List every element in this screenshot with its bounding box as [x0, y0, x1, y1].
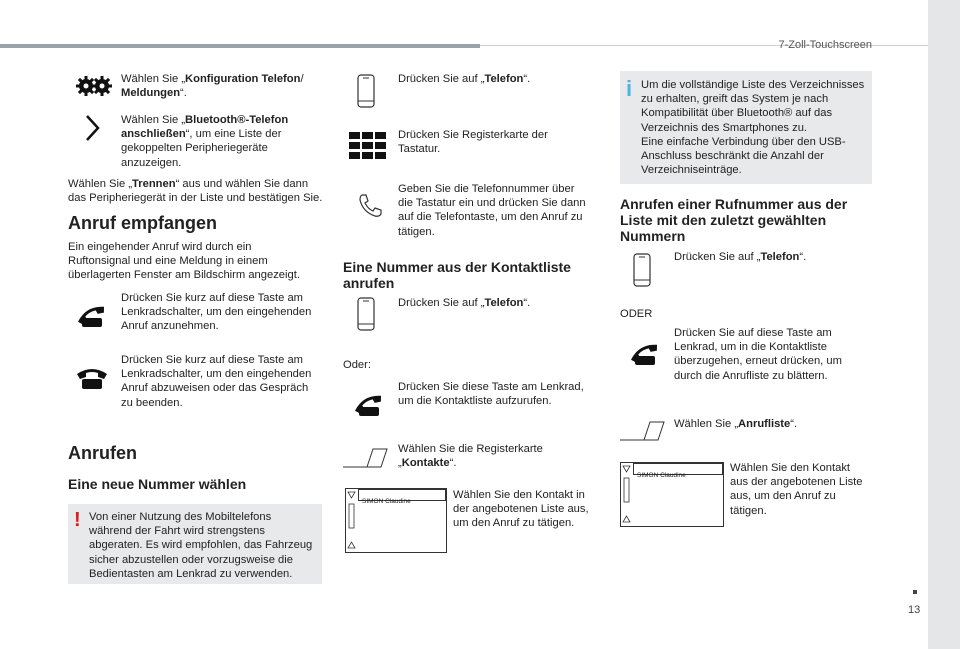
- tab-outline-icon: [343, 448, 389, 468]
- info-note: [620, 71, 872, 184]
- phone-accept-icon: [75, 304, 109, 328]
- step-press-telefon: Drücken Sie auf „Telefon“.: [398, 73, 531, 85]
- receive-description: Ein eingehender Anruf wird durch ein Ruftonsignal und eine Meldung in einem überlagerten Fenster am Bildschirm angezeigt.: [68, 241, 300, 282]
- step-config: Wählen Sie „Konfiguration Telefon/ Meldungen“.: [121, 73, 304, 100]
- phone-accept-icon: [352, 393, 386, 417]
- header-bar: [0, 44, 480, 48]
- page-number: 13: [908, 604, 921, 616]
- contact-name: SIMON Claudine: [637, 472, 686, 479]
- gears-icon: [74, 74, 114, 98]
- label-oder: Oder:: [343, 359, 371, 371]
- reject-instruction: Drücken Sie kurz auf diese Taste am Lenkradschalter, um den eingehenden Anruf abzuweisen oder das Gespräch zu beenden.: [121, 354, 312, 409]
- warning-text: Von einer Nutzung des Mobiltelefons während der Fahrt wird strengstens abgeraten. Es wird empfohlen, das Fahrzeug sicher abzustellen oder vorzugsweise die Bedientasten am Lenkrad zu verwenden.: [89, 511, 313, 580]
- page-sidebar: [928, 0, 960, 649]
- phone-accept-icon: [628, 342, 662, 366]
- info-icon: i: [626, 76, 633, 101]
- smartphone-icon: [356, 297, 376, 331]
- smartphone-icon: [632, 253, 652, 287]
- heading-new-number: Eine neue Nummer wählen: [68, 476, 247, 492]
- step-tab-contacts: Wählen Sie die Registerkarte „Kontakte“.: [398, 443, 543, 470]
- page-dot: [913, 590, 917, 594]
- step-tab-calllog: Wählen Sie „Anrufliste“.: [674, 418, 798, 430]
- accept-instruction: Drücken Sie kurz auf diese Taste am Lenkradschalter, um den eingehenden Anruf anzunehmen.: [121, 292, 312, 333]
- step-wheel-calllog: Drücken Sie auf diese Taste am Lenkrad, um in die Kontaktliste überzugehen, erneut drücken, um durch die Anrufliste zu blättern.: [674, 327, 842, 382]
- chevron-right-icon: [84, 114, 100, 142]
- scroll-controls: [622, 464, 631, 525]
- smartphone-icon: [356, 74, 376, 108]
- phone-hangup-icon: [75, 366, 109, 390]
- step-dial: Geben Sie die Telefonnummer über die Tastatur ein und drücken Sie dann auf die Telefontaste, um den Anruf zu tätigen.: [398, 183, 586, 238]
- contact-row: [358, 489, 446, 505]
- step-select-contact-2: Wählen Sie den Kontakt aus der angebotenen Liste aus, um den Anruf zu tätigen.: [730, 462, 863, 517]
- tab-outline-icon: [620, 421, 666, 441]
- contact-list-thumbnail: [345, 488, 447, 553]
- contact-row: [633, 463, 723, 479]
- scroll-controls: [347, 490, 356, 551]
- page-header-title: 7-Zoll-Touchscreen: [778, 39, 872, 51]
- warning-note: [68, 504, 322, 584]
- contact-name: SIMON Claudine: [362, 498, 411, 505]
- step-wheel-contacts: Drücken Sie diese Taste am Lenkrad, um die Kontaktliste aufzurufen.: [398, 381, 584, 408]
- heading-receive-call: Anruf empfangen: [68, 213, 218, 233]
- heading-call: Anrufen: [68, 443, 137, 463]
- heading-contact-list: Eine Nummer aus der Kontaktliste anrufen: [343, 259, 571, 291]
- step-select-contact: Wählen Sie den Kontakt in der angebotenen Liste aus, um den Anruf zu tätigen.: [453, 489, 589, 530]
- keypad-icon: [349, 132, 387, 160]
- step-disconnect: Wählen Sie „Trennen“ aus und wählen Sie dann das Peripheriegerät in der Liste und bestätigen Sie.: [68, 178, 323, 205]
- warning-icon: !: [74, 509, 81, 531]
- handset-outline-icon: [357, 193, 383, 219]
- info-text: Um die vollständige Liste des Verzeichnisses zu erhalten, greift das System je nach Kompatibilität über Bluetooth® auf das Verzeichnis des Smartphones zu. Eine einfache Verbindung über den USB- Anschluss beschränkt die Anzahl der Verzeichniseinträge.: [641, 79, 865, 177]
- label-oder-2: ODER: [620, 308, 653, 320]
- contact-list-thumbnail-2: [620, 462, 724, 527]
- step-bluetooth: Wählen Sie „Bluetooth®-Telefon anschließen“, um eine Liste der gekoppelten Peripheriegeräte anzuzeigen.: [121, 114, 289, 169]
- heading-recent-numbers: Anrufen einer Rufnummer aus der Liste mit den zuletzt gewählten Nummern: [620, 196, 848, 244]
- step-press-telefon-2: Drücken Sie auf „Telefon“.: [398, 297, 531, 309]
- step-keypad: Drücken Sie Registerkarte der Tastatur.: [398, 129, 548, 156]
- step-press-telefon-3: Drücken Sie auf „Telefon“.: [674, 251, 807, 263]
